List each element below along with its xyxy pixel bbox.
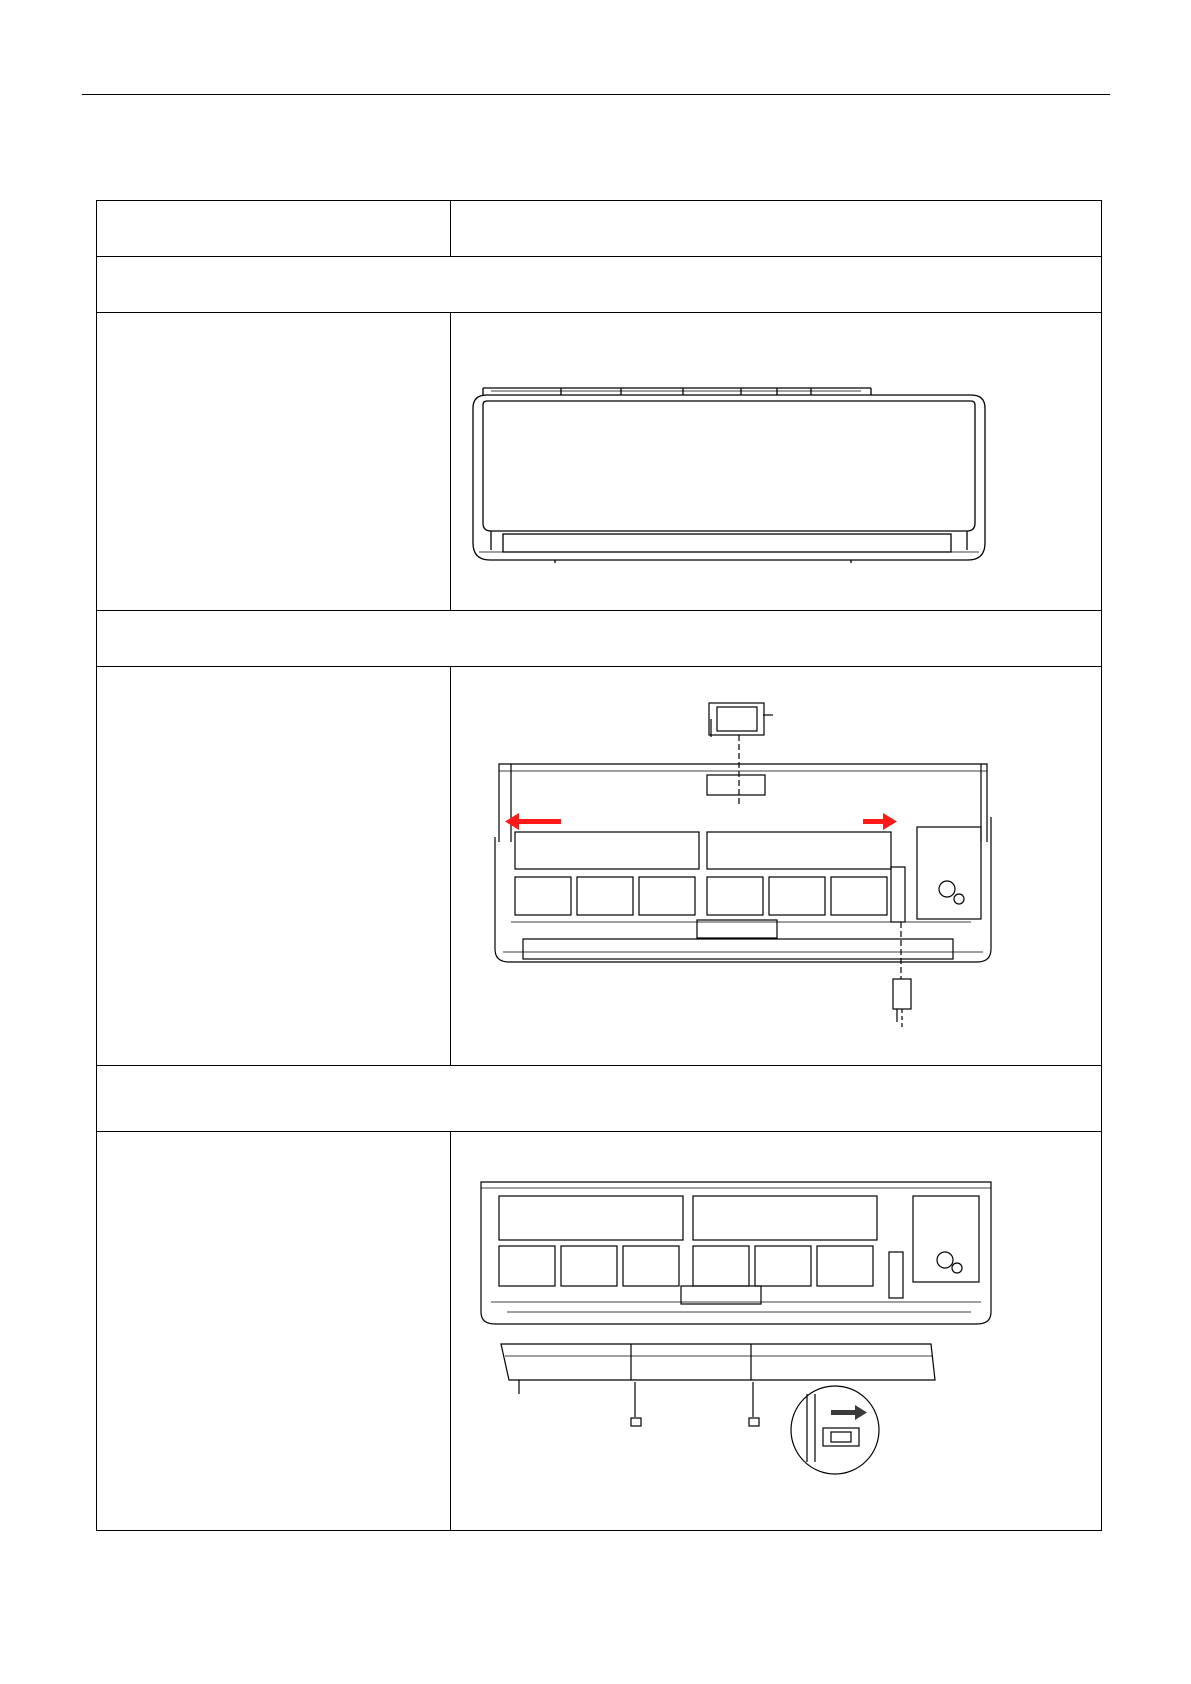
header-rule — [82, 94, 1110, 95]
indoor-unit-front-figure — [451, 313, 1102, 610]
section-2-figure-cell — [451, 667, 1102, 1066]
section-3-title-row — [97, 1066, 1102, 1132]
section-1-step-text-cell — [97, 313, 451, 611]
disassembly-table — [96, 200, 1102, 1531]
section-2-step-text — [97, 667, 450, 679]
header-step — [97, 201, 450, 213]
section-3-step-text — [97, 1132, 450, 1144]
header-procedure — [451, 201, 1101, 213]
panel-removal-figure — [451, 667, 1102, 1065]
section-2-title-row — [97, 611, 1102, 667]
section-1-figure-cell — [451, 313, 1102, 611]
section-1-title-row — [97, 257, 1102, 313]
header-step-cell — [97, 201, 451, 257]
section-3-title-cell — [97, 1066, 1102, 1132]
section-2-step-row — [97, 667, 1102, 1066]
section-1-title — [97, 257, 1101, 269]
section-3-title — [97, 1066, 1101, 1078]
louver-removal-figure — [451, 1132, 1102, 1530]
section-2-title — [97, 611, 1101, 623]
header-procedure-cell — [451, 201, 1102, 257]
section-1-step-text — [97, 313, 450, 325]
section-3-step-row — [97, 1132, 1102, 1531]
section-1-title-cell — [97, 257, 1102, 313]
section-1-step-row — [97, 313, 1102, 611]
section-3-step-text-cell — [97, 1132, 451, 1531]
section-3-figure-cell — [451, 1132, 1102, 1531]
table-header-row — [97, 201, 1102, 257]
section-2-title-cell — [97, 611, 1102, 667]
section-2-step-text-cell — [97, 667, 451, 1066]
